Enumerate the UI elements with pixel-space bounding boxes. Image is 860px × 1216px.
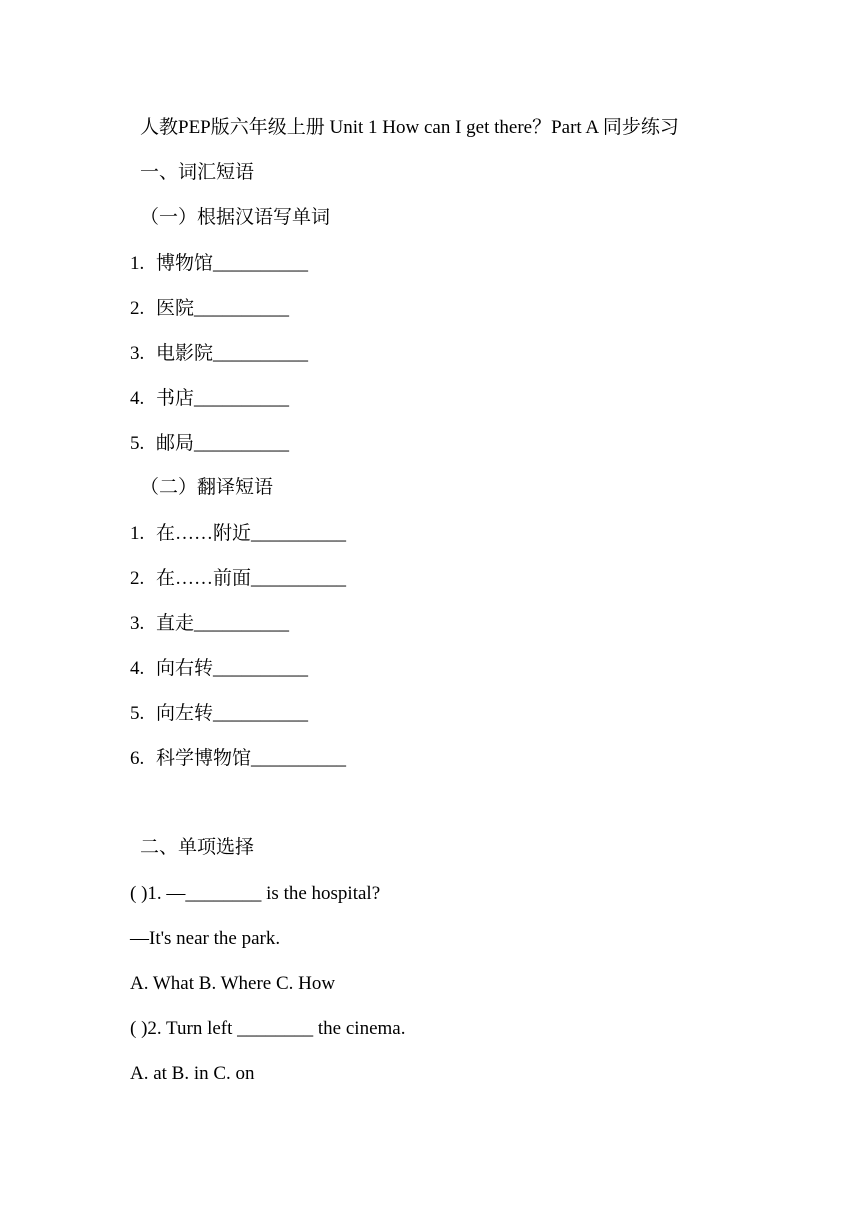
item-text: 博物馆__________	[156, 253, 309, 274]
item-number: 1.	[130, 253, 145, 274]
list-item	[130, 567, 346, 591]
list-item	[130, 342, 308, 366]
answer-line: —It's near the park.	[130, 928, 281, 949]
list-item	[130, 297, 289, 321]
item-text: 邮局__________	[156, 433, 290, 454]
options-line: A. What B. Where C. How	[130, 973, 336, 994]
item-number: 1.	[130, 523, 145, 544]
list-item	[130, 252, 308, 276]
item-text: 在……附近__________	[156, 523, 347, 544]
item-number: 5.	[130, 433, 145, 454]
item-text: 直走__________	[156, 613, 290, 634]
item-text: 向左转__________	[156, 703, 309, 724]
list-item	[130, 702, 308, 726]
list-item	[130, 432, 289, 456]
item-number: 6.	[130, 748, 145, 769]
options-line: A. at B. in C. on	[130, 1063, 255, 1084]
item-number: 3.	[130, 343, 145, 364]
item-text: 科学博物馆__________	[156, 748, 347, 769]
part1-heading: （一）根据汉语写单词	[140, 207, 331, 228]
item-number: 3.	[130, 613, 145, 634]
section1-heading: 一、词汇短语	[140, 162, 255, 183]
question-line: ( )1. —________ is the hospital?	[130, 883, 381, 904]
item-text: 在……前面__________	[156, 568, 347, 589]
list-item	[130, 612, 289, 636]
list-item	[130, 387, 289, 411]
item-number: 2.	[130, 568, 145, 589]
item-text: 书店__________	[156, 388, 290, 409]
item-number: 4.	[130, 388, 145, 409]
item-number: 4.	[130, 658, 145, 679]
item-number: 2.	[130, 298, 145, 319]
list-item	[130, 522, 346, 546]
item-number: 5.	[130, 703, 145, 724]
item-text: 电影院__________	[156, 343, 309, 364]
question-line: ( )2. Turn left ________ the cinema.	[130, 1018, 406, 1039]
document-title: 人教PEP版六年级上册 Unit 1 How can I get there？Part A 同步练习	[140, 117, 679, 138]
list-item	[130, 747, 346, 771]
item-text: 向右转__________	[156, 658, 309, 679]
part2-heading: （二）翻译短语	[140, 477, 274, 498]
list-item	[130, 657, 308, 681]
item-text: 医院__________	[156, 298, 290, 319]
section2-heading: 二、单项选择	[140, 837, 255, 858]
